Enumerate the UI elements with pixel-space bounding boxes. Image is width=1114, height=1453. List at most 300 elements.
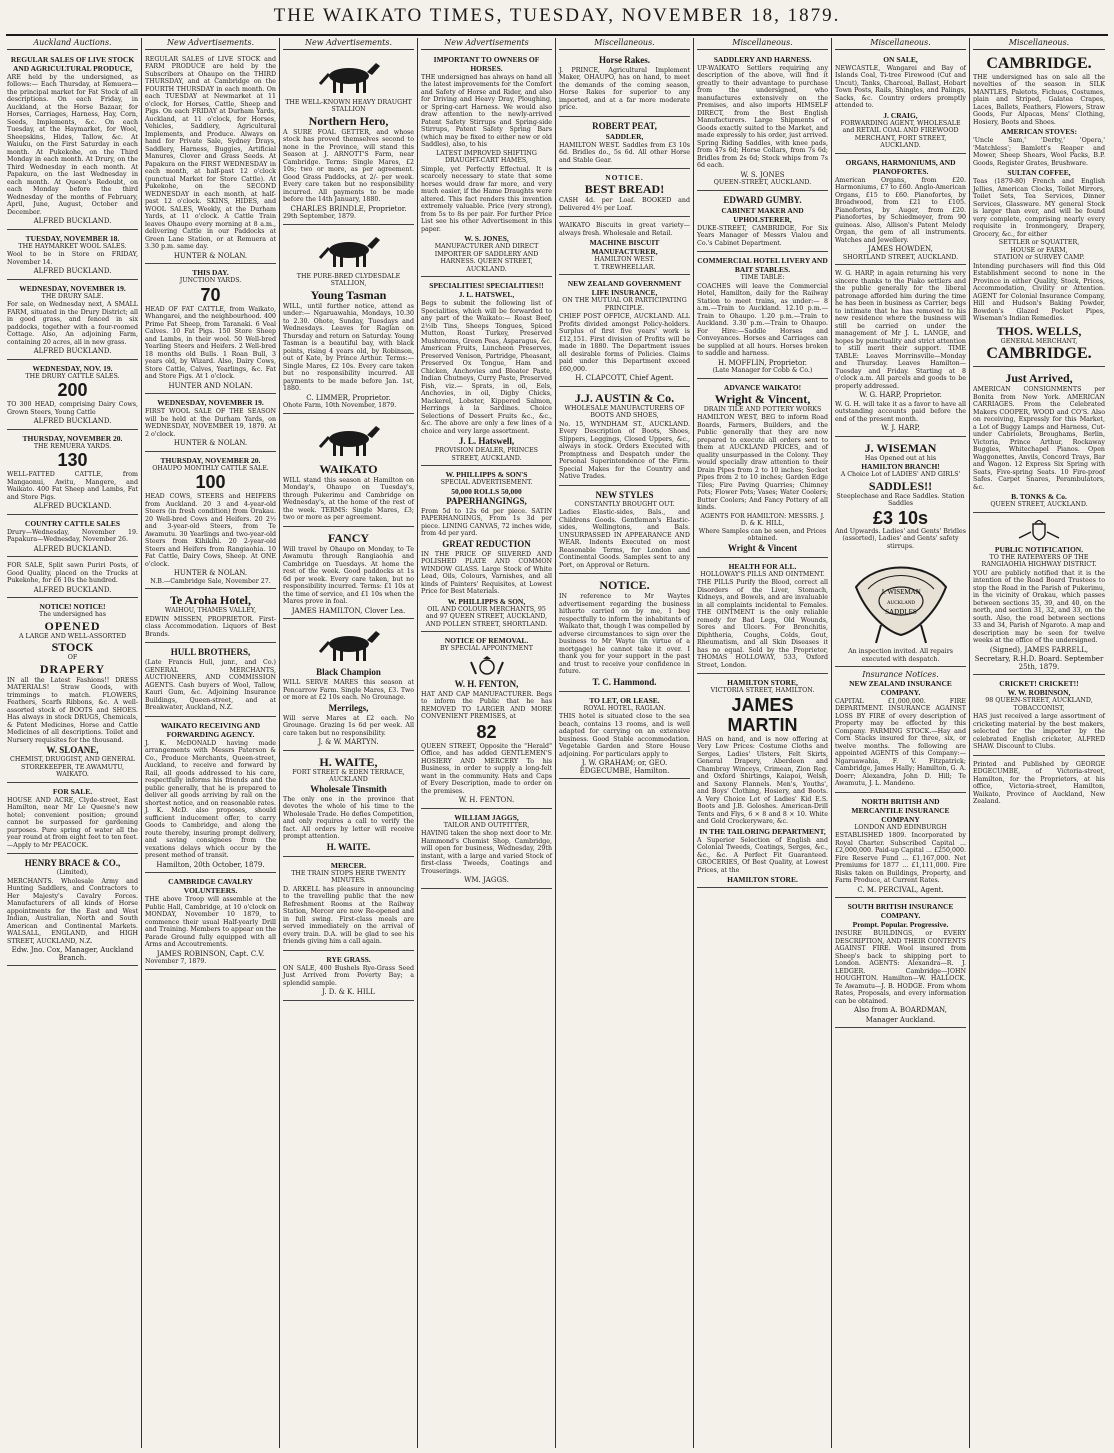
ad-country-cattle <box>7 517 138 558</box>
ad-subtitle: LATEST IMPROVED SHIFTING DRAUGHT-CART HAMES, <box>436 149 537 164</box>
ad-signature: ALFRED BUCKLAND. <box>33 502 112 510</box>
ad-young-tasman <box>283 227 414 414</box>
ad-signature: AGENTS FOR HAMILTON: MESSRS. J. D. & K. HILL, <box>700 512 825 527</box>
ad-signature-detail: FORWARDING AGENT, WHOLESALE and RETAIL COAL AND FIREWOOD MERCHANT, FORT STREET, AUCKLAND. <box>840 119 961 149</box>
column-heading: Auckland Auctions. <box>7 38 138 50</box>
ad-title: NOTICE. <box>599 578 650 592</box>
ad-robert-peat <box>559 119 690 170</box>
ad-body: THE undersigned has always on hand all the latest improvements for the Comfort and Safety of Horse and Rider, and also for Driving and Heavy Dray, Ploughing, or Spring-cart Harness. We would also draw attention to the newly-arrived Patent Safety Stirrups and Spring-side Stirrups, Patent Safety Spring Bars (which may be fixed to either new or old Saddles), also, to his <box>421 73 552 148</box>
ad-waikato-stallion <box>283 416 414 527</box>
ad-body: ESTABLISHED 1809. Incorporated by Royal Charter. Subscribed Capital ... £2,000,000. Paid-up Capital ... £250,000. Fire Reserve Fund ... £1,167,000. Net Premiums for 1877 ... £1,111,000. Fire Risks taken on Buildings, Property, and Farm Produce, at Current Rates. <box>835 832 966 884</box>
ad-signature: HUNTER & NOLAN. <box>173 439 248 447</box>
ad-title: HULL BROTHERS, <box>170 647 251 657</box>
ad-heading-coffee: SULTAN COFFEE, <box>1007 168 1071 177</box>
ad-signature: HAMILTON WEST. <box>594 256 655 263</box>
ad-mercer <box>283 859 414 951</box>
ad-signature-detail: SHORTLAND STREET, AUCKLAND. <box>842 253 959 261</box>
ad-body-2: Steeplechase and Race Saddles. Station Saddles <box>836 492 965 507</box>
ad-signature: W. SLOANE, <box>46 745 99 755</box>
ad-wiseman-saddles <box>835 439 966 668</box>
ad-body: UP-WAIKATO Settlers requiring any description of the above, will find it greatly to their advantage to purchase from the undersigned, who manufactures extensively on the Premises, and also imports HIMSELF DIRECT, from the Best English Manufacturers. Large Shipments of Goods exactly suited to the Market, and made expressly to his order, just arrived. Spring Riding Saddles, with knee pads, from 47s 6d; Horse Collars, from 7s 6d; Bridles from 2s 6d; Stock whips from 7s 6d each. <box>697 64 828 169</box>
ad-title: MERCER. <box>330 860 367 870</box>
ad-body: Will travel by Ohaupo on Monday, to Te Awamutu through Rangiaohia and Cambridge on Tuesdays. At home the rest of the week. Good paddocks at 1s 6d per week. Every care taken, but no responsibility incurred. Terms: £1 10s at the time of service, and £1 10s when the Mares prove in foal. <box>283 545 414 605</box>
ad-body: INSURE BUILDINGS, or EVERY DESCRIPTION, AND THEIR CONTENTS AGAINST FIRE. Wool insured from Sheep's back to shipping port to London. AGENTS: Alexandra—R. J. LEDGER. Cambridge—JOHN HOUGHTON. Hamilton—W. HALLOCK. Te Awamutu—J. B. HODGE. From whom Rates, Proposals, and every information can be obtained. <box>835 930 966 1005</box>
ad-body: FOR SALE, Split sawn Puriri Posts, of Good Quality, placed on the Trucks at Pukekohe, for £6 10s the hundred. <box>7 562 138 584</box>
ad-body-4: Intending purchasers will find this Old Establishment second to none in the Province in either Quality, Stock, Prices, Accommodation, Civility or Attention. AGENT for Colonial Insurance Company, Hill and Hudson's Baking Powder, Bowden's Glazed Pocket Pipes, Wiseman's Indian Remedies. <box>973 262 1105 322</box>
ad-heading: PAPERHANGINGS, <box>446 495 527 506</box>
ad-subtitle: The undersigned has <box>39 611 106 618</box>
ad-address-name: J. L. Hatswell, <box>458 436 515 446</box>
ad-title: CAMBRIDGE. <box>986 54 1092 72</box>
ad-store-address: VICTORIA STREET, HAMILTON. <box>710 687 815 694</box>
ad-signature: J. & W. MARTYN. <box>318 738 379 746</box>
ad-body-2: W. G. H. will take it as a favor to have all outstanding accounts paid before the end of the present month. <box>835 400 966 423</box>
ad-signature-detail: QUEEN-STREET, AUCKLAND. <box>713 179 812 186</box>
ad-black-champion <box>283 621 414 751</box>
ad-title: FANCY <box>327 530 370 545</box>
ad-title: THURSDAY, NOVEMBER 20. <box>22 433 123 443</box>
ad-signature: JAMES ROBINSON, Capt. C.V. <box>156 949 265 958</box>
masthead-title: THE WAIKATO TIMES, TUESDAY, NOVEMBER 18, 1879. <box>273 5 841 26</box>
ad-body: HAS just received a large assortment of cricketing material by the best makers, selected for the importer by the celebrated English cricketer, ALFRED SHAW. Discount to Clubs. <box>973 713 1105 750</box>
ad-title: H. WAITE, <box>319 754 378 769</box>
column-heading: New Advertisements <box>421 38 552 50</box>
ad-title: NEW ZEALAND INSURANCE COMPANY. <box>849 678 952 697</box>
ad-drury-sale <box>7 282 138 360</box>
ad-title: Horse Rakes. <box>599 54 650 65</box>
ad-heading-stoves: AMERICAN STOVES: <box>1001 127 1077 136</box>
ad-small: A LARGE AND WELL-ASSORTED <box>18 632 127 640</box>
ad-body: IN all the Latest Fashions!! DRESS MATERIALS! Straw Goods, with trimmings to match. FLOWERS, Feathers, Scarfs Ribbons, &c. A well-assorted stock of BOOTS and SHOES. Has always in stock DRUGS, Chemicals, & Patent Medicines, Horse and Cattle Medicines of all descriptions. Toilet and Nursery requisites for the thousand. <box>7 676 138 744</box>
ad-body: HAVING taken the shop next door to Mr. Hammond's Chemist Shop, Cambridge, will open for business, Wednesday, 29th instant, with a large and varied Stock of first-class Tweeds, Coatings and Trouserings. <box>421 830 552 875</box>
ad-title: NOTICE OF REMOVAL. <box>444 636 529 645</box>
ad-subtitle: CABINET MAKER AND UPHOLSTERER, <box>721 205 804 224</box>
ad-signature: W. S. JONES <box>740 170 785 179</box>
ad-subtitle: WHOLESALE MANUFACTURERS OF BOOTS AND SHOES, <box>564 404 685 419</box>
ad-body-2: IN THE PRICE OF SILVERED AND POLISHED PLATE AND COMMON WINDOW GLASS. Large Stock of White Lead, Oils, Colours, Varnishes, and all kinds of Painters' Requisites, at Lowest Price for Best Materials. <box>421 550 552 595</box>
ad-hatswel-specialities <box>421 279 552 466</box>
ad-public-notification <box>973 515 1105 676</box>
ad-body-2: A Superior Selection of English and Colonial Tweeds, Coatings, Serges, &c., &c., &c. A Perfect Fit Guaranteed. GROCERIES, Of Best Quality, at Lowest Prices, at the <box>697 836 828 874</box>
ad-body: W. G. HARP, in again returning his very sincere thanks to the Piako settlers and the public generally for the liberal patronage afforded him during the time he has been in business as Carrier, begs to intimate that he has removed to his new residence where the business will still be carried on under the management of Mr J. L. LANGE, and hopes by punctuality and strict attention to still merit their support. TIME TABLE: Leaves Morrinsville—Monday and Thursday. Leaves Hamilton—Tuesday and Friday. Starting at 8 o'clock a.m. All parcels and goods to be properly addressed. <box>835 270 966 390</box>
ad-austin-boots <box>559 389 690 486</box>
ad-body: WILL, until further notice, attend as under:— Ngaruawahia, Mondays, 10.30 to 2.30. Ohote, Sunday, Tuesdays and Wednesdays. Leaves for Raglan on Thursday and return on Saturday. Young Tasman is a beautiful bay, with black points, rising 4 years old, by Robinson, out of Kate, by Prince Arthur. Terms:—Single Mares, £2 10s. Every care taken but no responsibility incurred. All payments to be made before Jan. 1st, 1880. <box>283 302 414 392</box>
column-7 <box>832 38 970 1448</box>
ad-title: Northern Hero, <box>308 113 389 128</box>
column-8 <box>970 38 1108 1448</box>
ad-title: WEDNESDAY, NOVEMBER 19. <box>157 398 264 407</box>
ad-title: ADVANCE WAIKATO! <box>723 382 802 392</box>
ad-number: 82 <box>476 721 497 742</box>
ad-body: AMERICAN CONSIGNMENTS per Bonita from New York. AMERICAN CARRIAGES. From the Celebrated Makers COOPER, WOOD and CO'S. Also on receiving, Expressly for this Market, a Lot of Buggy Lamps and Harness, Cut-under Cabriolets, Broughams, Berlin, Victoria, Prince Arthur, Rockaway Buggies, Whitechapel Pianos. Open Waggonettes, Anvils, Concord Trays, Bar and Wagon. 12 Express Six Spring with Seats, Five-spring Seats. 10 Fire-proof Safes. Carpet Snares, Perambulators, &c. <box>973 386 1105 491</box>
ad-signature: W. H. FENTON. <box>458 796 515 804</box>
ad-subtitle: Has Opened out at his <box>864 454 937 462</box>
column-3 <box>280 38 418 1448</box>
newspaper-columns <box>4 38 1110 1448</box>
ad-title: IMPORTANT TO OWNERS OF HORSES. <box>433 54 540 73</box>
ad-signature: THOS. WELLS, <box>996 323 1082 338</box>
ad-heading: Wright & Vincent, <box>714 391 811 406</box>
ad-body-3: And Upwards. Ladies' and Gents' Bridles (assorted), Ladies' and Gents' safety stirrups. <box>835 527 966 550</box>
ad-subtitle: THE PURE-BRED CLYDESDALE STALLION, <box>296 272 401 287</box>
ad-body: Ladies Elastic-sides, Bals., and Childrens Goods. Gentleman's Elastic-sides, Wellingtons, and Bals. UNSURPASSED IN APPEARANCE AND WEAR. Indents Executed on most Reasonable Terms, for London and Continental Goods. Samples sent to any Port, on Approval or Return. <box>559 509 690 569</box>
ad-government-life-insurance <box>559 277 690 387</box>
ad-title: WEDNESDAY, NOVEMBER 19. <box>19 283 126 293</box>
royal-crest-icon <box>467 656 507 676</box>
ad-title: THIS DAY. <box>192 268 229 277</box>
ad-heading: HAMILTON BRANCH! <box>861 462 940 471</box>
column-heading: Miscellaneous. <box>559 38 690 50</box>
ad-title: WAIKATO <box>319 461 378 476</box>
ad-title: BEST BREAD! <box>584 182 665 196</box>
ad-signature: H. CLAPCOTT, Chief Agent. <box>575 374 674 382</box>
ad-signature: W. G. HARP, Proprietor. <box>859 391 942 399</box>
ad-h-waite <box>283 753 414 857</box>
ad-body: CAPITAL £1,000,000. FIRE DEPARTMENT. INSURANCE AGAINST LOSS BY FIRE of every description of Property may be effected by this Company. FARMING STOCK.—Hay and Corn Stacks insured for three, six, or twelve months. The following are appointed AGENTS of this Company:— Ngaruawahia, F. V. Fitzpatrick; Cambridge, James Hally; Hamilton, G. A. Doerr; Alexandra, John D. Hill; Te Awamutu, J. L. Mandeno. <box>835 697 966 787</box>
ad-body: HAS on hand, and is now offering at Very Low Prices: Costume Cloths and Serges, Ladies' Ulsters, Felt Skirts, General Drapery, Aberdeen and Chambray Winceys, Crimean, Zion Reg. and Oxford Shirtings, Kaiapoi, Welsh, and Saxony Flannels. Men's, Youths', and Boys' Clothing, Hosiery, and Boots. A Very Choice Lot of Ladies' Kid E.S. Boots and J.B. Goloshes. American-Drill Tents and Flys, 6 × 8 and 8 × 10. White and Gold Crockeryware, &c. <box>697 735 828 825</box>
ad-howden-organs <box>835 156 966 266</box>
ad-signature-detail: (Late Manager for Cobb & Co.) <box>712 367 813 374</box>
ad-best-bread <box>559 171 690 217</box>
ad-buckland-regular-sales <box>7 53 138 230</box>
ad-price: £3 10s <box>872 507 929 528</box>
ad-signature: J. D. & K. HILL <box>322 988 375 996</box>
ad-body: DUKE-STREET, CAMBRIDGE, For Six Years Manager of Messrs Vialou and Co.'s Cabinet Department. <box>697 224 828 247</box>
ad-date: November 7, 1879. <box>145 958 207 965</box>
ad-hammond-notice <box>559 576 690 692</box>
ad-signature: CHARLES BRINDLE, Proprietor. <box>290 204 407 213</box>
ad-number: 50,000 ROLLS 50,000 <box>451 486 522 496</box>
ad-signature: T. C. Hammond. <box>592 676 657 687</box>
column-1 <box>4 38 142 1448</box>
horse-illustration <box>314 232 384 270</box>
ad-subtitle: DRAIN TILE AND POTTERY WORKS <box>703 405 822 413</box>
ad-heading-drapery: DRAPERY <box>39 661 106 676</box>
ad-signature: HUNTER & NOLAN. <box>173 251 248 260</box>
ad-subtitle: (Limited), <box>56 869 89 876</box>
ad-signature: J. CRAIG, <box>883 110 918 120</box>
ad-body: THE PILLS Purify the Blood, correct all Disorders of the Liver, Stomach, Kidneys, and Bowels, and are invaluable in all complaints incidental to Females. THE OINTMENT is the only reliable remedy for Bad Legs, Old Wounds, Sores and Ulcers. For Bronchitis, Diphtheria, Coughs, Colds, Gout, Rheumatism, and all Skin Diseases it has no equal. Sold by the Proprietor, THOMAS HOLLOWAY, 533, Oxford Street, London. <box>697 579 828 669</box>
ad-subtitle: BY SPECIAL APPOINTMENT <box>440 645 533 652</box>
ad-body: From 5d to 12s 6d per piece. SATIN PAPERHANGINGS, From 1s 3d per piece. LINING CANVAS, 72 inches wide, from 4d per yard. <box>421 507 552 537</box>
ad-owners-of-horses <box>421 53 552 278</box>
ad-notice: NOTICE. <box>605 173 644 182</box>
ad-section-title: Insurance Notices. <box>862 670 939 679</box>
ad-body: No. 15, WYNDHAM ST., AUCKLAND. Every Description of Boots, Shoes, Slippers, Leggings, Closed Uppers, &c., always in stock. Orders Executed with Promptness and Despatch under the Personal Superintendence of the Firm. Special Makes for the Country and Native Trades. <box>559 420 690 480</box>
ad-line-station: STATION or SURVEY CAMP. <box>993 254 1085 261</box>
ad-ohaupo-cattle <box>145 454 276 590</box>
ad-saddlery-harness <box>697 53 828 191</box>
ad-heading: W. H. FENTON, <box>454 678 519 689</box>
ad-title: FOR SALE. <box>52 786 93 796</box>
ad-title: NEW STYLES <box>595 489 654 500</box>
ad-hunter-nolan-regular <box>145 53 276 265</box>
ad-body: TO 300 HEAD, comprising Dairy Cows, Grown Steers, Young Cattle <box>7 401 138 416</box>
ad-body: HAMILTON WEST. Saddles from £3 10s 6d. Bridles do., 5s 6d. All other Horse and Stable Gear. <box>559 141 690 164</box>
ad-signature: WM. JAGGS. <box>464 876 509 884</box>
ad-subtitle: 98 QUEEN-STREET, AUCKLAND, TOBACCONIST, <box>985 697 1093 712</box>
ad-wright-vincent <box>697 381 828 558</box>
column-heading: Miscellaneous. <box>835 38 966 50</box>
column-2 <box>142 38 280 1448</box>
ad-subtitle: THE DRURY CATTLE SALES. <box>25 372 120 380</box>
ad-title: EDWARD GUMBY. <box>723 194 802 205</box>
ad-signature-detail: Manager Auckland. <box>865 1015 936 1024</box>
ad-body: American Organs, from £20. Harmoniums, £7 to £60. Anglo-American Organs, £15 to £60. Pianofortes, by Broadwood, from £21 to £105. Pianofortes, by Auger, from £20. Pianofortes, by Schiedmeyer, from 90 guineas. Also, Allison's Patent Melody Organ, the gem of all instruments. Watches and Jewellery. <box>835 176 966 244</box>
ad-nz-insurance <box>835 669 966 793</box>
ad-signature-firm: Wright & Vincent <box>727 542 798 553</box>
ad-title-merrilegs: Merrilegs, <box>328 702 369 713</box>
ad-subtitle: THE REMUERA YARDS. <box>33 442 112 450</box>
ad-rye-grass <box>283 953 414 1001</box>
ad-subtitle: ROYAL HOTEL, RAGLAN. <box>583 704 666 712</box>
horse-illustration <box>314 58 384 96</box>
ad-number: 70 <box>200 284 221 305</box>
ad-body: HEAD COWS, STEERS and HEIFERS from Auckland. 20 3 and 4-year-old Steers (in fresh condition) from Orakau. 20 Well-bred Cows and Heifers. 20 2½ and 3-year-old Steers, from Te Awamutu. 30 Yearlings and two-year-old Steers from Kihikihi. 20 2-year-old Steers and Heifers from Rangiaohia. 10 Fat Cattle, Dairy Cows, Sheep. At ONE o'clock. <box>145 493 276 568</box>
ad-body: (Late Francis Hull, junr., and Co.) GENERAL MERCHANTS, AUCTIONEERS, AND COMMISSION AGENTS. Cash buyers of Wool, Tallow, Kauri Gum, &c. Adjoining Insurance Buildings, Queen-street, and at Breakwater, Auckland, N.Z. <box>145 659 276 711</box>
ad-body: J. PRINCE, Agricultural Implement Maker, OHAUPO, has on hand, to meet the demands of the coming season, Horse Rakes for superior to any imported, and at a far more moderate price. <box>559 66 690 111</box>
ad-wool-sale <box>145 396 276 452</box>
ad-subtitle: THE HAYMARKET WOOL SALES. <box>18 242 127 250</box>
ad-subtitle: THE TRAIN STOPS HERE TWENTY MINUTES. <box>291 869 406 884</box>
ad-title: REGULAR SALES OF LIVE STOCK AND AGRICULTURAL PRODUCE, <box>10 54 135 73</box>
ad-signature: HAMILTON STORE. <box>727 875 798 884</box>
ad-signature-detail: CHEMIST, DRUGGIST, AND GENERAL STOREKEEPER, TE AWAMUTU, WAIKATO. <box>10 756 135 778</box>
ad-subtitle: SADDLER, <box>605 131 644 141</box>
ad-title: NOTICE! NOTICE! <box>39 602 106 611</box>
ad-subtitle: Prompt. Popular. Progressive. <box>852 920 949 929</box>
ad-footer: An inspection invited. All repairs executed with despatch. <box>848 648 953 663</box>
ad-signature: W. S. JONES, <box>464 234 509 243</box>
column-6 <box>694 38 832 1448</box>
ad-body: CHIEF POST OFFICE, AUCKLAND. ALL Profits divided amongst Policy-holders. Surplus of first five years' work is £12,151. First division of Profits will be made in 1880. The Department issues all desirable forms of Policies. Claims paid under this Department exceed £60,000. <box>559 313 690 373</box>
ad-title: TO LET, OR LEASE. <box>589 695 660 705</box>
ad-signature: ALFRED BUCKLAND. <box>33 585 112 594</box>
ad-body-2: 'Uncle Sam,' 'Derby,' 'Opera,' 'Matchless'; Bamlett's Reaper and Mower, Sheep Shears, Wool Packs, B.P. Goods, Register Grates, Brushware. <box>973 137 1105 167</box>
ad-signature: Also from A. BOARDMAN, <box>854 1006 947 1014</box>
ad-body: MERCHANTS. Wholesale Army and Hunting Saddlers, and Contractors to Her Majesty's Cavalry Forces. Manufacturers of all kinds of Horse appointments for the East and West Indian, Australian, North and South American and Continental Markets. WALSALL, ENGLAND, and HIGH STREET, AUCKLAND, N.Z. <box>7 877 138 945</box>
ad-phillipps-paperhangings <box>421 468 552 632</box>
ad-body: WELL-FATTED CATTLE, from Mangaonui, Awitu, Mangere, and Waikato. 400 Fat Sheep and Lambs, Fat and Store Pigs. <box>7 471 138 501</box>
ad-harp-carrier <box>835 267 966 437</box>
ad-title: HEALTH FOR ALL. <box>728 561 797 571</box>
column-heading: New Advertisements. <box>283 38 414 50</box>
ad-northern-hero <box>283 53 414 225</box>
ad-body: HOUSE AND ACRE, Clyde-street, East Hamilton, near Mr Le Quesne's new hotel; convenient position; ground cannot be surpassed for gardening purposes. Pure spring of water all the year round at from eight feet to ten feet. —Apply to Mr PEACOCK. <box>7 796 138 849</box>
ad-james-martin <box>697 676 828 888</box>
ad-signature: W. W. ROBINSON, <box>1007 688 1071 697</box>
ad-body: The only one in the province that devotes the whole of his time to the Wholesale Trade. He defies Competition, and only requires a call to verify the fact. All orders by letter will receive prompt attention. <box>283 795 414 840</box>
ad-title: THURSDAY, NOVEMBER 20. <box>160 455 261 465</box>
saddle-illustration <box>846 553 956 645</box>
ad-subtitle: TIME TABLE: <box>740 274 785 281</box>
ad-title: NEW ZEALAND GOVERNMENT LIFE INSURANCE, <box>567 279 682 297</box>
ad-subtitle: SPECIAL ADVERTISEMENT. <box>440 479 533 486</box>
ad-store-name: HAMILTON STORE, <box>727 678 798 687</box>
ad-thos-wells <box>973 53 1105 368</box>
imprint <box>973 758 1105 810</box>
ad-subtitle: TO THE RATEPAYERS OF THE RANGIAOHIA HIGHWAY DISTRICT. <box>981 553 1097 568</box>
ad-heading: Wholesale Tinsmith <box>310 783 387 794</box>
ad-of: OF <box>67 654 78 661</box>
ad-body: ON SALE, 400 Bushels Rye-Grass Seed Just Arrived from Poverty Bay; a splendid sample. <box>283 964 414 987</box>
ad-title: J. WISEMAN <box>864 440 937 455</box>
ad-signature-detail: Where Samples can be seen, and Prices obtained. <box>698 527 827 542</box>
ad-body: NEWCASTLE, Wangarei and Bay of Islands Coal, Ti-tree Firewood (Cut and Uncut), Tanks, Charcoal, Ballast, Hobart Town Posts, Rails, Shingles, and Palings, Sacks, &c. Country orders promptly attended to. <box>835 64 966 109</box>
ad-royal-hotel <box>559 694 690 780</box>
ad-body: ARE held by the undersigned, as follows:— Each Thursday, at Remuera—the principal market for Fat Stock of all descriptions. On each Friday, in Auckland, at the Horse Bazaar, for Horses, Carriages, Harness, Hay, Corn, Seeds, Implements, &c. On each Tuesday, at the Haymarket, for Wool, Sheepskins, Hides, Tallow, &c. At Waiuku, on the First Saturday in each month. At Pukekohe, on the Third Monday in each month. At Drury, on the Third Wednesday in each month. At Papakura, on the last Wednesday in each month. At Queen's Redoubt, on each Monday before the third Wednesday of the months of February, April, June, August, October and December. <box>7 73 138 216</box>
imprint-text: Printed and Published by GEORGE EDGECUMBE, of Victoria-street, Hamilton, for the Proprietors, at his office, Victoria-street, Hamilton, Waikato, Province of Auckland, New Zealand. <box>973 760 1105 805</box>
ad-body: CASH 4d. per Loaf. BOOKED and Delivered 4½ per Loaf. <box>559 197 690 212</box>
ad-subtitle: THE WELL-KNOWN HEAVY DRAUGHT STALLION <box>285 98 412 113</box>
ad-body: A SURE FOAL GETTER, and whose stock has proved themselves second to none in the Province, will stand this Season at J. ARNOTT'S Farm, near Cambridge. Terms: Single Mares, £2 10s; two or more, as per agreement. Good Grass Paddocks, at 2/- per week. Every care taken but no responsibility incurred. All payments to be made before the 14th January, 1880. <box>283 128 414 203</box>
ad-number: 130 <box>57 450 88 470</box>
ad-signature-detail: Secretary, R.H.D. Board. September 25th, 1879. <box>974 655 1104 671</box>
ad-line-house: HOUSE or FARM, <box>1010 246 1068 254</box>
ad-date: Ohote Farm, 10th November, 1879. <box>283 402 397 409</box>
ad-body: Wool to be in Store on FRIDAY, November 14. <box>7 251 138 266</box>
ad-signature-town: CAMBRIDGE. <box>986 345 1092 362</box>
saddle-city-text: AUCKLAND <box>886 601 915 606</box>
ad-note: N.B.—Cambridge Sale, November 27. <box>150 577 271 585</box>
ad-subtitle: THE DRURY SALE. <box>41 292 104 300</box>
ad-hull-brothers <box>145 645 276 717</box>
ad-signature: J. L. HATSWEL, <box>458 290 515 299</box>
column-4 <box>418 38 556 1448</box>
ad-subtitle: OHAUPO MONTHLY CATTLE SALE. <box>152 464 269 472</box>
ad-title: Just Arrived, <box>1005 371 1073 385</box>
ad-remuera-yards <box>7 432 138 515</box>
ad-body: WAIKATO Biscuits in great variety—always fresh. Wholesale and Retail. <box>559 222 690 237</box>
ad-body-2: QUEEN STREET, Opposite the "Herald" Office, and has added GENTLEMEN'S HOSIERY AND MERCERY To his Business, in order to supply a long-felt want in the community. Hats and Caps of Every Description, made to order on the premises. <box>421 742 552 795</box>
ad-signature: ALFRED BUCKLAND. <box>33 267 112 275</box>
ad-william-jaggs <box>421 811 552 889</box>
ad-tonks-carriages <box>973 369 1105 513</box>
ad-te-aroha-hotel <box>145 591 276 643</box>
ad-title: COUNTRY CATTLE SALES <box>24 518 121 528</box>
ad-signature: H. MOFFLIN, Proprietor. <box>717 358 808 367</box>
ad-signature: Edw. Jno. Cox, Manager, Auckland Branch. <box>11 946 134 962</box>
ad-cavalry-volunteers <box>145 875 276 970</box>
ad-subtitle: WAIHOU, THAMES VALLEY, <box>164 607 257 614</box>
ad-subtitle: TAILOR AND OUTFITTER, <box>443 821 530 829</box>
ad-title: Young Tasman <box>310 287 387 302</box>
ad-for-sale-house <box>7 785 138 855</box>
ad-title: J.J. AUSTIN & Co. <box>574 390 675 405</box>
ad-title: WEDNESDAY, NOV. 19. <box>32 363 113 373</box>
ad-north-british <box>835 795 966 899</box>
ad-signature: C. M. PERCIVAL, Agent. <box>857 885 944 894</box>
ad-sloane-drapery <box>7 600 138 783</box>
ad-body: THIS hotel is situated close to the sea beach, contains 13 rooms, and is well adapted for carrying on an extensive business. Good Stable accommodation. Vegetable Garden and Store House adjoining. For particulars apply to <box>559 713 690 758</box>
ad-title: NORTH BRITISH AND MERCANTILE INSURANCE COMPANY <box>851 796 950 824</box>
ad-title: SOUTH BRITISH INSURANCE COMPANY. <box>847 902 954 920</box>
ad-subtitle: JUNCTION YARDS. <box>179 277 242 284</box>
ad-title: WILLIAM JAGGS, <box>454 812 519 822</box>
ad-signature: ALFRED BUCKLAND. <box>33 417 112 425</box>
ad-line-settler: SETTLER or SQUATTER, <box>998 239 1080 246</box>
ad-signature: W. PHILLIPPS & SON, <box>447 596 526 606</box>
ad-heading-saddles: SADDLES!! <box>868 478 933 493</box>
ad-body: WILL stand this season at Hamilton on Monday's, Ohaupo on Tuesday's, through Pukerimu and Cambridge on Wednesday's, at the home of the rest of the week. TERMS: Single Mares, £3; two or more as per agreement. <box>283 476 414 521</box>
ad-heading: IN THE TAILORING DEPARTMENT, <box>699 826 826 836</box>
ad-body: For sale, on Wednesday next, A SMALL FARM, situated in the Drury District; all in good grass, and fenced in six paddocks, together with a four-roomed Cottage. Also, An adjoining Farm, containing 20 acres, all in new grass. <box>7 301 138 346</box>
ad-subtitle: ON THE MUTUAL OR PARTICIPATING PRINCIPLE. <box>562 297 687 312</box>
saddle-maker-text: J. WISEMAN <box>880 588 921 596</box>
ad-holloway <box>697 560 828 675</box>
ad-signature: Hamilton, 20th October, 1879. <box>156 860 265 869</box>
ad-signature-2: W. J. HARP, <box>880 424 921 432</box>
ad-title: TUESDAY, NOVEMBER 18. <box>25 233 120 243</box>
ad-signature-detail: OIL AND COLOUR MERCHANTS, 95 and 97 QUEEN STREET, AUCKLAND, AND POLLEN STREET, SHORTLAND. <box>425 605 548 628</box>
ad-body: Drury—Wednesday, November 19. Papakura—Wednesday, November 26. <box>7 528 138 543</box>
ad-signature: ALFRED BUCKLAND. <box>33 544 112 553</box>
ad-subtitle: HOLLOWAY'S PILLS AND OINTMENT. <box>700 570 825 578</box>
ad-haymarket-wool <box>7 232 138 280</box>
ad-fancy <box>283 529 414 620</box>
ad-waikato-receiving <box>145 719 276 874</box>
ad-subtitle: CONSTANTLY BROUGHT OUT. <box>574 500 675 508</box>
ad-subtitle: LONDON AND EDINBURGH <box>854 823 947 831</box>
ad-title: Te Aroha Hotel, <box>169 593 251 607</box>
coat-of-arms-icon <box>1009 520 1069 542</box>
ad-title: ROBERT PEAT, <box>592 120 657 131</box>
ad-signature: B. TONKS & Co. <box>1011 492 1067 501</box>
ad-body: Begs to submit the following list of Specialities, which will be forwarded to any part of the Waikato:— Roast Beef, 2½lb Tins, Sheeps Tongues, Spiced Mutton, Roast Turkey, Preserved Mushrooms, Green Peas, Asparagus, &c. American Fruits, Luncheon Preserves, Preserved Venison, Partridge, Pheasant, Preserved Ox Tongue, Ham and Chicken, Anchovies and Bloater Paste, Indian Chutneys, Curry Paste, Preserved Fish, viz.— Sprats, in oil, Eels, Anchovies, in oil, Digby Chicks, Mackerel, Lobster, Kippered Salmon, Herrings à la Sardines. Choice Selections of Dessert Fruits &c., &c., &c. The above are only a few lines of a choice and very large assortment. <box>421 300 552 435</box>
ad-body: HAMILTON WEST, BEG to inform Road Boards, Farmers, Builders, and the Public generally that they are now prepared to execute all orders sent to them at AUCKLAND PRICES, and of quality unsurpassed in the Colony. They would specially draw attention to their Drain Pipes from 2 to 10 inches; Socket Pipes from 2 to 10 inches; Garden Edge Tiles; Fire Paving Quarries; Chimney Pots; Flower Pots; Vases; Water Coolers; Butter Coolers; And Fancy Pottery of all kinds. <box>697 414 828 511</box>
ad-fenton-removal <box>421 634 552 809</box>
ad-signature: H. WAITE. <box>326 841 371 852</box>
ad-title: ON SALE, <box>883 54 918 64</box>
ad-edward-gumby <box>697 193 828 253</box>
ad-body: IN reference to Mr Waytes advertisement regarding the business hitherto carried on by me, I beg respectfully to inform the inhabitants of Waikato that, though I was compelled by adverse circumstances to sign over the business to Mr Wayte (in virtue of a mortgage) he cannot take it over. I thank you for your support in the past and trust to receive your confidence in future. <box>559 593 690 675</box>
ad-body: REGULAR SALES of LIVE STOCK and FARM PRODUCE are held by the Subscribers at Ohaupo on the THIRD THURSDAY, and at Cambridge on the FOURTH THURSDAY in each month. On each TUESDAY at Newmarket at 11 o'clock, for Horses, Cattle, Sheep and Pigs. On each FRIDAY at Durham Yards, Auckland, at 11 o'clock, for Horses, Vehicles, Saddlery, Agricultural Implements, and Produce. Always on hand for Private Sale, Sydney Drays, Saddlery, Harness, Buggies, Artificial Manures, Clover and Grass Seeds. At Papakura on the FIRST WEDNESDAY in each month, at half-past 12 o'clock (punctual Market for Store Cattle). At Pukekohe, on the SECOND WEDNESDAY in each month, at half-past 12 o'clock. SKINS, HIDES, and WOOL SALES, Weekly, at the Durham Yards, at 11 o'clock. A Cattle Train leaves Ohaupo every morning at 8 a.m., delivering Cattle in our Paddocks at Green Lane Station, or at Remuera at 3.30 p.m. same day. <box>145 55 276 250</box>
ad-title: ORGANS, HARMONIUMS, AND PIANOFORTES. <box>845 157 956 176</box>
ad-date: 29th September, 1879. <box>283 213 357 220</box>
ad-title: WAIKATO RECEIVING AND FORWARDING AGENCY. <box>160 720 261 739</box>
ad-subtitle: FORT STREET & EDEN TERRACE, AUCKLAND <box>292 768 405 783</box>
column-heading: Miscellaneous. <box>697 38 828 50</box>
ad-signature: ALFRED BUCKLAND. <box>33 347 112 355</box>
ad-signature-detail: T. TREWHEELLAR. <box>593 263 656 271</box>
masthead-rule <box>6 34 1108 36</box>
ad-body: EDWIN MISSEN, PROPRIETOR. First-class Accommodation. Liquors of Best Brands. <box>145 615 276 638</box>
column-heading: New Advertisements. <box>145 38 276 50</box>
ad-signature: HUNTER AND NOLAN. <box>168 381 253 390</box>
ad-body: WILL SERVE MARES this season at Pencarrow Farm. Single Mares, £3. Two or more at £2 10s each. No Grounage. <box>283 679 414 701</box>
ad-body: THE undersigned has on sale all the novelties of the season in SILK MANTLES, Paletots, Fichues, Costumes, plain and Striped, Galatea Crapes, Laces, Ballets, Feathers, Flowers, Straw Goods, Fur Alpacas, Mens' Clothing, Hosiery, Boots and Shoes. <box>973 73 1105 126</box>
ad-machine-biscuit <box>559 219 690 275</box>
ad-number: 200 <box>57 380 88 400</box>
saddle-label-text: SADDLES <box>884 608 917 616</box>
ad-signature: HUNTER & NOLAN. <box>173 569 248 577</box>
ad-title: SADDLERY AND HARNESS. <box>713 54 812 64</box>
ad-signature: (Signed), JAMES FARRELL, <box>989 645 1089 654</box>
column-5 <box>556 38 694 1448</box>
ad-body: HEAD OF FAT CATTLE, from Waikato, Whangarei, and the neighbourhood. 400 Prime Fat Sheep, from Taranaki. 6 Veal Calves. 10 Fat Pigs. 150 Store Sheep and Lambs, in their wool. 50 Well-bred Yearling Steers and Heifers. 2 Well-bred 18 months old Bulls. 1 Roan Bull, 3 years old, by Wizard. Also, Dairy Cows, Store Cattle, Calves, Yearlings, &c. Fat and Store Pigs. At 1 o'clock. <box>145 305 276 380</box>
ad-heading-stock: STOCK <box>51 640 94 654</box>
ad-signature: J. W. GRAHAM; or, GEO. EDGECUMBE, Hamilton. <box>579 759 670 775</box>
ad-signature: JAMES HAMILTON, Clover Lea. <box>291 606 406 615</box>
horse-illustration <box>314 626 384 664</box>
ad-heading-reduction: GREAT REDUCTION <box>442 538 531 549</box>
ad-title: Black Champion <box>316 667 381 677</box>
ad-title: CAMBRIDGE CAVALRY VOLUNTEERS. <box>168 877 253 895</box>
ad-title: JAMES MARTIN <box>727 694 798 735</box>
horse-illustration <box>314 421 384 459</box>
ad-body: Will serve Mares at £2 each. No Grounage. Grazing 1s 6d per week. All care taken but no responsibility. <box>283 714 414 737</box>
ad-title: SPECIALITIES! SPECIALITIES!! <box>429 281 544 290</box>
